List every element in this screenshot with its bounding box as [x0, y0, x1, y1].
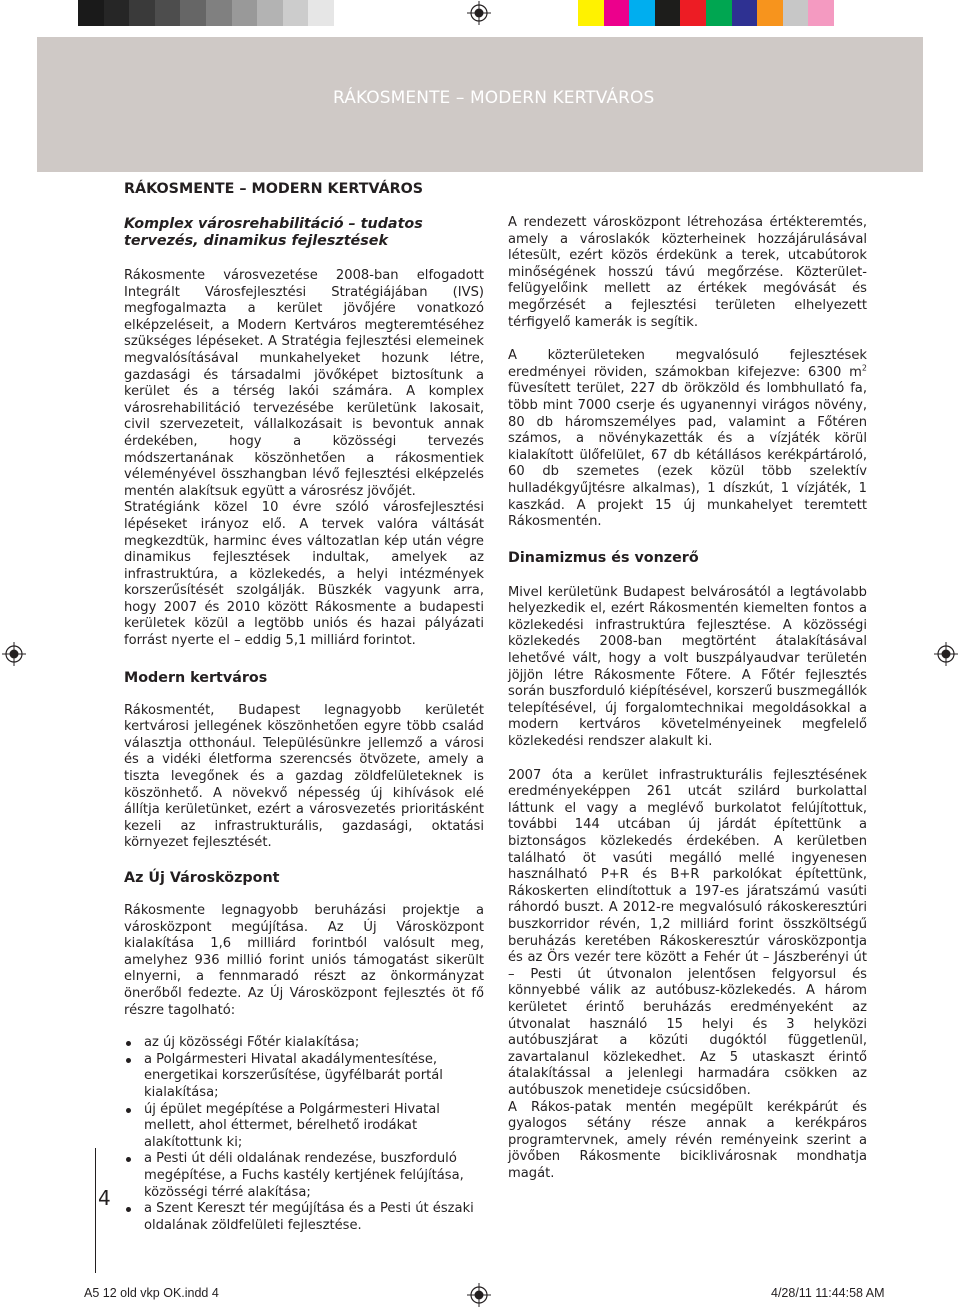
list-item: a Pesti út déli oldalának rendezése, buszforduló megépítése, a Fuchs kastély kertjének felújítása, közösségi térré alakítása;: [124, 1151, 484, 1201]
registration-mark-icon: [2, 642, 26, 666]
list-item: a Polgármesteri Hivatal akadálymentesítése, energetikai korszerűsítése, ügyfélbarát portál kialakítása;: [124, 1052, 484, 1102]
color-swatch: [308, 0, 334, 26]
results-area: 6300 m: [808, 364, 862, 380]
color-swatch: [104, 0, 130, 26]
list-item: új épület megépítése a Polgármesteri Hivatal mellett, ahol éttermet, bérelhető irodákat alakítottunk ki;: [124, 1102, 484, 1152]
color-swatch: [706, 0, 732, 26]
dinamizmus-paragraph: Mivel kerületünk Budapest belvárosától a legtávolabb helyezkedik el, ezért Rákosmentén kiemelten fontos a közlekedési infrastruktúra fejlesztése. A közösségi közlekedés 2008-ban megtörtént átalakításával lehetővé vált, hogy a volt buszpályaudvar területén jöjjön létre Rákosmente Főtere. A Főtér fejlesztés során buszforduló kiépítésével, korszerű buszmegállók telepítésével, új forgalomtechnikai megoldásokkal a modern kertváros követelményeinek megfelelő közlekedési rendszer alakult ki.: [508, 584, 867, 750]
section-heading-uj-varoskozpont: Az Új Városközpont: [124, 870, 280, 886]
article-title: RÁKOSMENTE – MODERN KERTVÁROS: [124, 181, 424, 197]
color-swatch: [206, 0, 232, 26]
results-paragraph: [508, 348, 867, 531]
running-header-title: RÁKOSMENTE – MODERN KERTVÁROS: [333, 88, 655, 108]
slug-timestamp: 4/28/11 11:44:58 AM: [771, 1286, 885, 1300]
results-details: füvesített terület, 227 db örökzöld és lombhullató fa, több mint 7000 cserje és ugyanennyi virágos növény, 80 db háromszemélyes pad, valamint a Főtéren számos, a növénykazetták és a vízjáték körül kialakított ülőfelület, 67 db kétállásos kerékpártároló, 60 db szemetes (ezek közül több szelektív hulladékgyűjtésre alkalmas), 1 díszkút, 1 vízjáték, 1 kaszkád. A projekt 15 új munkahelyet teremtett Rákosmentén.: [508, 381, 867, 530]
color-swatch: [680, 0, 706, 26]
list-item: az új közösségi Főtér kialakítása;: [124, 1035, 484, 1052]
infrastructure-paragraph: 2007 óta a kerület infrastrukturális fejlesztésének eredményeképpen 261 utcát szilárd burkolattal láttunk el vagy a meglévő burkolatot felújítottuk, további 144 utcában új járdát építettünk a biztonságos közlekedés érdekében. A kerületben található öt vasúti megálló mellé ingyenesen használható P+R és B+R parkolókat építettünk, Rákoskerten elindítottuk a 197-es járatszámú vasúti ráhordó buszt. A 2012-re megvalósuló rákoskeresztúri buszkorridor révén, 1,2 milliárd forint összköltségű beruházás keretében Rákoskeresztúr városközpontja és az Örs vezér tere között a Fehér út – Jászberényi út – Pesti út útvonalon jelentősen felgyorsul és könnyebbé válik az autóbusz-közlekedés. A három kerületet érintő beruházás eredményeként az útvonalat használó 15 helyi és 3 helyközi autóbuszjárat a közúti dugóktól függetlenül, zavartalanul közlekedhet. Az 5 utaskaszt érintő átalakítással a jelenlegi harmadára csökken az autóbuszok menetideje csúcsidőben.: [508, 767, 867, 1098]
left-column: [124, 181, 484, 1234]
square-superscript: 2: [861, 363, 867, 373]
results-lead: A közterületeken megvalósuló fejlesztések eredményei röviden, számokban kifejezve:: [508, 348, 867, 380]
color-swatch: [732, 0, 758, 26]
article-subtitle: Komplex városrehabilitáció – tudatos tervezés, dinamikus fejlesztések: [124, 216, 423, 249]
registration-mark-icon: [934, 642, 958, 666]
color-swatch: [155, 0, 181, 26]
color-swatch: [78, 0, 104, 26]
development-list: [124, 1035, 484, 1234]
color-swatch: [655, 0, 681, 26]
process-color-bar: [578, 0, 834, 26]
color-swatch: [232, 0, 258, 26]
color-swatch: [578, 0, 604, 26]
page-number: 4: [98, 1186, 111, 1210]
right-column: [508, 215, 867, 1182]
slug-filename: A5 12 old vkp OK.indd 4: [84, 1286, 219, 1300]
color-swatch: [757, 0, 783, 26]
section-heading-modern-kertvaros: Modern kertváros: [124, 669, 268, 686]
color-swatch: [604, 0, 630, 26]
varoskozpont-value-paragraph: A rendezett városközpont létrehozása értékteremtés, amely a városlakók közterheinek hozzájárulásával létesült, ezért közös érdekünk a terek, utcabútorok minőségének hosszú távú megőrzése. Közterület-felügyelőink mellett az értékek megóvását és megőrzését a fejlesztési területen elhelyezett térfigyelő kamerák is segítik.: [508, 215, 867, 330]
color-swatch: [257, 0, 283, 26]
uj-varoskozpont-paragraph: Rákosmente legnagyobb beruházási projektje a városközpont megújítása. Az Új Városközpont kialakítása 1,6 milliárd forintból valósult meg, amelyhez 936 millió forint uniós támogatást sikerült elnyerni, a fennmaradó részt az önkormányzat önerőből fedezte. Az Új Városközpont fejlesztés öt fő részre tagolható:: [124, 903, 484, 1018]
rakos-patak-paragraph: A Rákos-patak mentén megépült kerékpárút és gyalogos sétány része annak a kerékpáros programtervnek, amely révén reményeink szerint a jövőben Rákosmente biciklivárosnak mondhatja magát.: [508, 1099, 867, 1181]
list-item: a Szent Kereszt tér megújítása és a Pesti út északi oldalának zöldfelületi fejlesztése.: [124, 1201, 484, 1234]
intro-paragraph-1: Rákosmente városvezetése 2008-ban elfogadott Integrált Városfejlesztési Stratégiájában (IVS) megfogalmazta a kerület jövőjére vonatkozó elképzeléseit, a Modern Kertváros megteremtéséhez szükséges lépéseket. A Stratégia fejlesztési elemeinek megvalósításával munkahelyeket hozunk létre, gazdasági és társadalmi jövőképet biztosítunk a kerület és a térség lakói számára. A komplex városrehabilitáció tervezésébe kerületünk lakosait, civil szervezeteit, vállalkozásait is bevontuk annak érdekében, hogy a közösségi tervezés módszertanának köszönhetően a rákosmentiek véleményével összhangban lévő fejlesztési elképzelés mentén alakítsuk együtt a városrész jövőjét.: [124, 268, 484, 499]
grayscale-color-bar: [78, 0, 334, 26]
registration-mark-icon: [467, 1283, 491, 1307]
registration-mark-icon: [467, 1, 491, 25]
color-swatch: [808, 0, 834, 26]
intro-paragraph-2: Stratégiánk közel 10 évre szóló városfejlesztési lépéseket irányoz elő. A tervek valóra váltását megkezdtük, harminc éves változatlan kép után végre dinamikus fejlesztések indultak, amelyek az infrastruktúra, a közlekedés, a helyi intézmények korszerűsítését szolgálják. Büszkék vagyunk arra, hogy 2007 és 2010 között Rákosmente a budapesti kerületek közül a legtöbb uniós és hazai pályázati forrást nyerte el – eddig 5,1 milliárd forintot.: [124, 500, 484, 649]
color-swatch: [629, 0, 655, 26]
color-swatch: [129, 0, 155, 26]
color-swatch: [180, 0, 206, 26]
section-heading-dinamizmus: Dinamizmus és vonzerő: [508, 549, 699, 566]
page-number-rule: [95, 1148, 96, 1273]
modern-kertvaros-paragraph: Rákosmentét, Budapest legnagyobb kerületét kertvárosi jellegének köszönhetően egyre több család választja otthonául. Településünkre jellemző a városi és a vidéki életforma szerencsés ötvözete, amely a tiszta levegőnek és a gazdag zöldfelületeknek is köszönhető. A növekvő népesség új kihívások elé állítja kerületünket, ezért a városvezetés prioritásként kezeli az infrastrukturális, gazdasági, oktatási környezet fejlesztését.: [124, 702, 484, 851]
color-swatch: [283, 0, 309, 26]
color-swatch: [783, 0, 809, 26]
